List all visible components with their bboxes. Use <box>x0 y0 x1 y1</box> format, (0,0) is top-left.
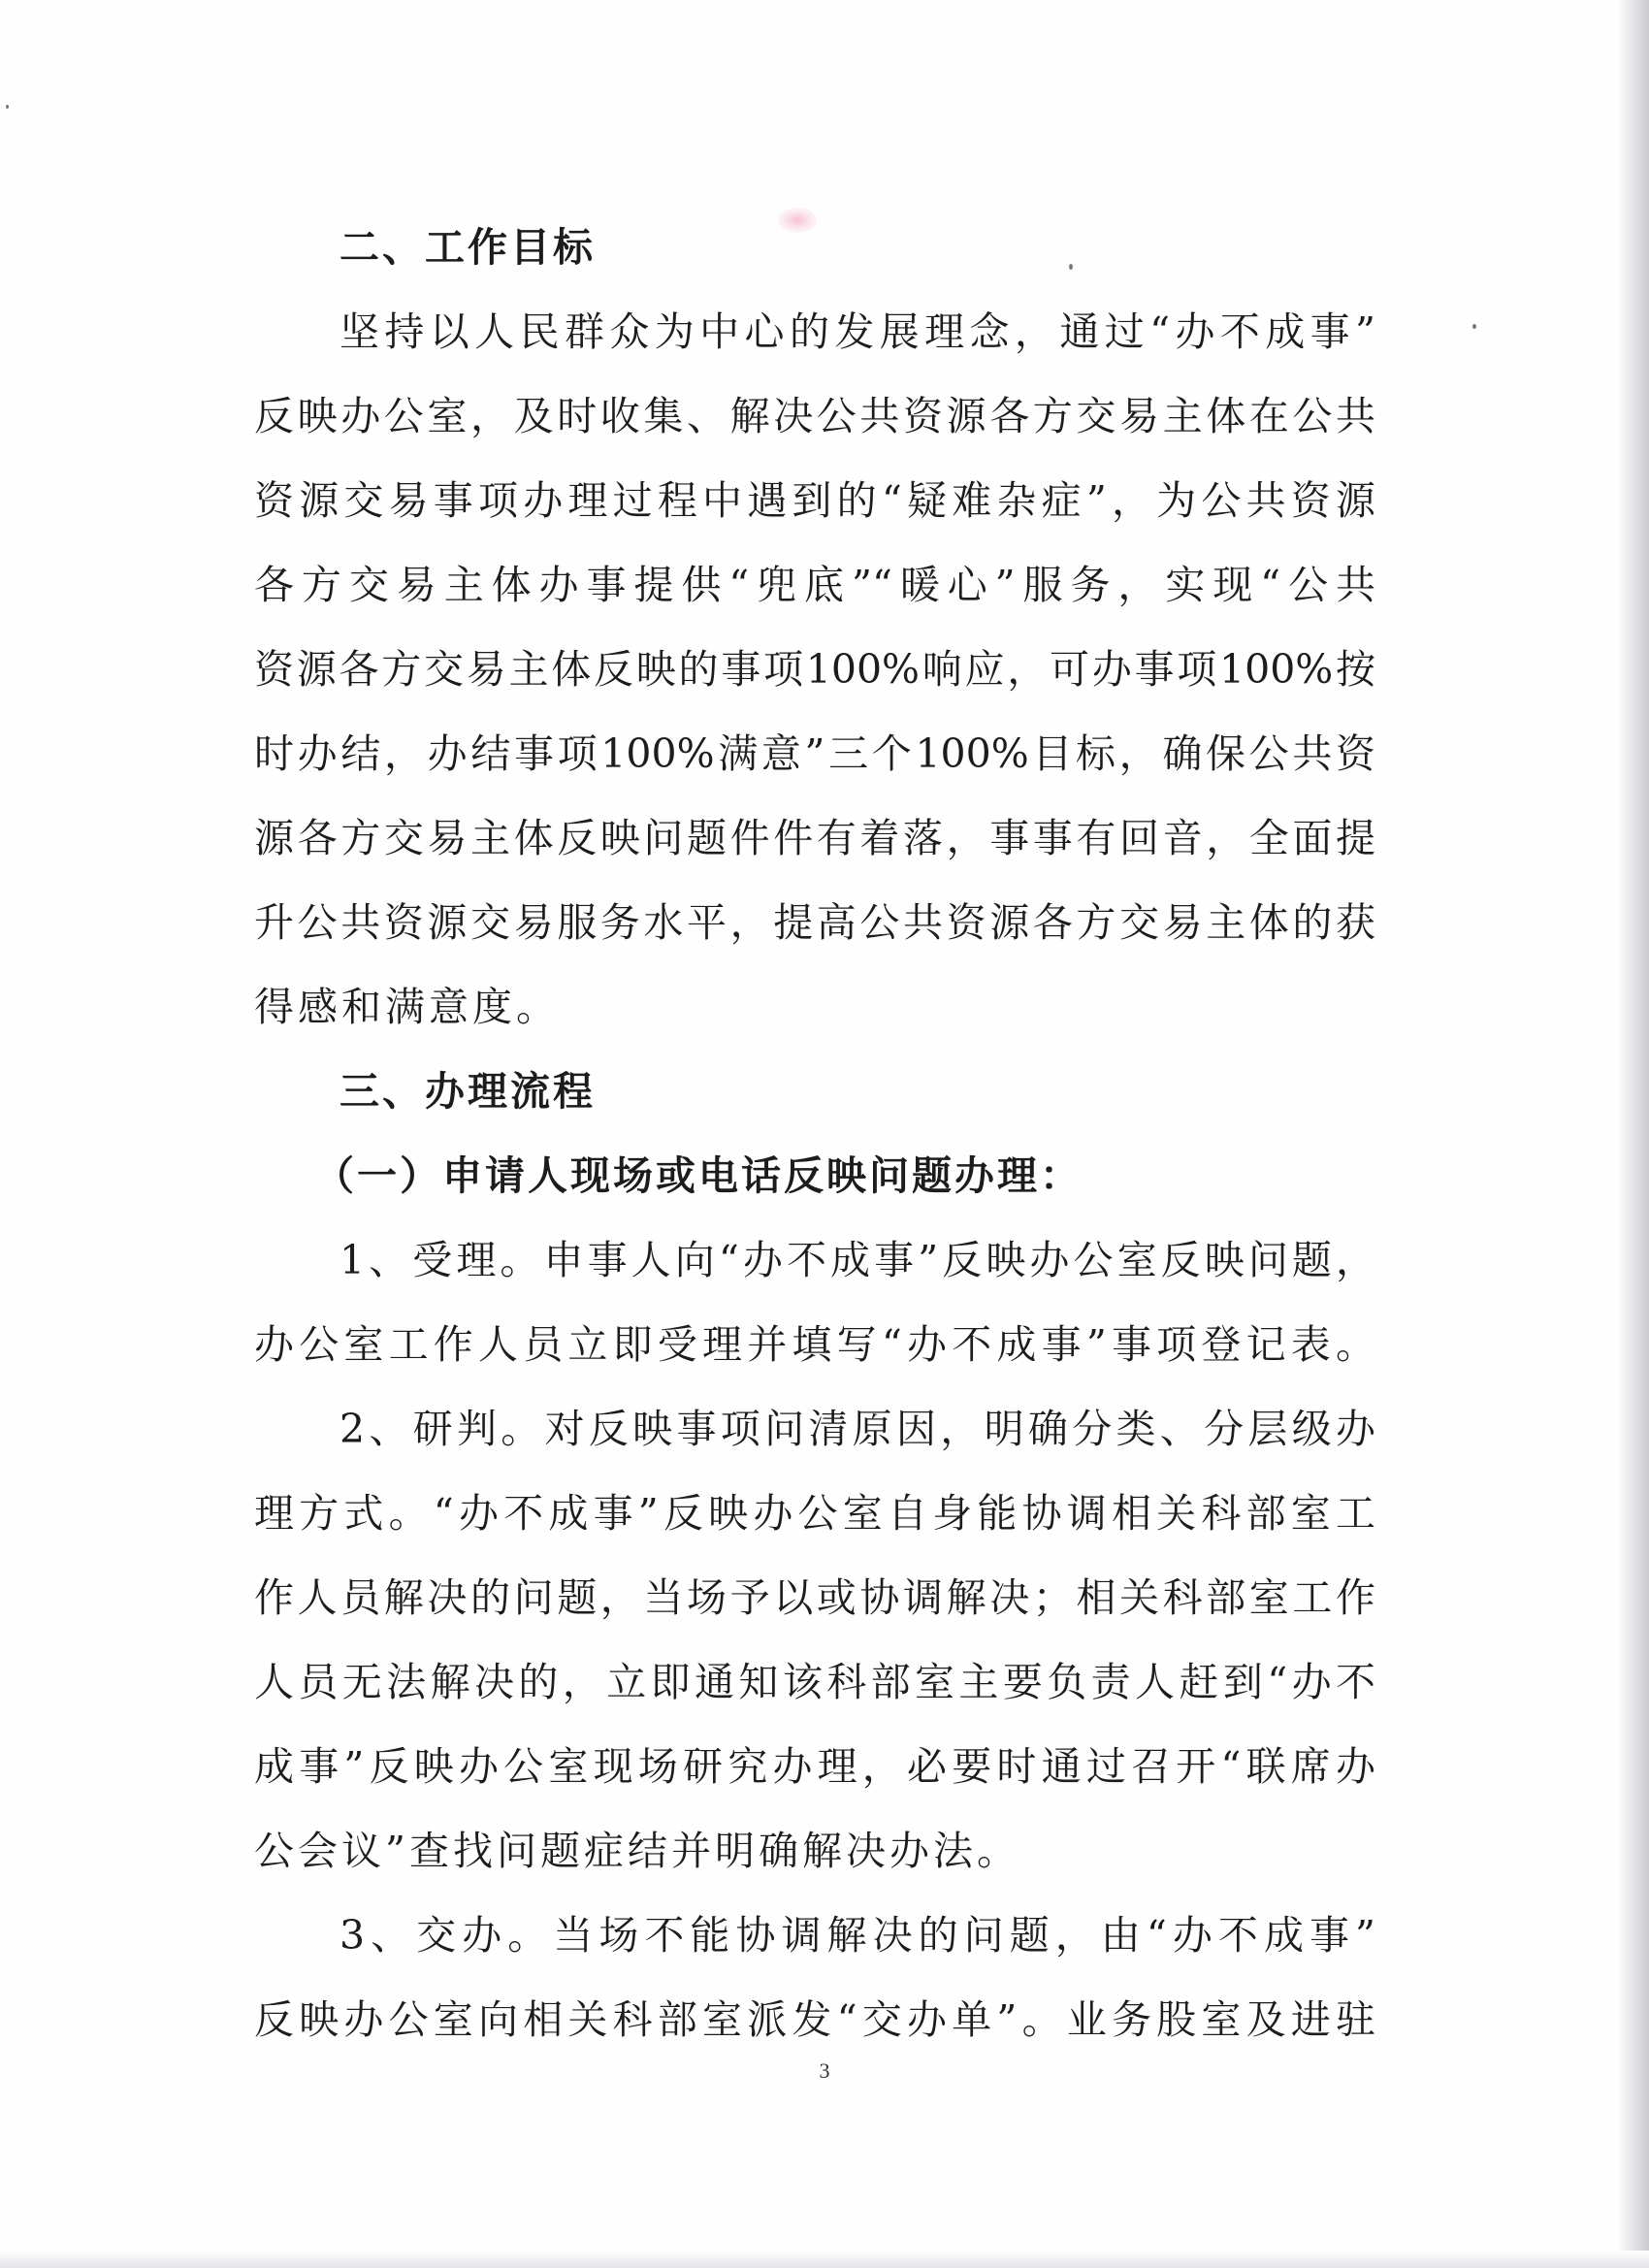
section-heading-goals: 二、工作目标 <box>340 224 596 271</box>
paragraph-line: 反映办公室，及时收集、解决公共资源各方交易主体在公共 <box>254 393 1375 439</box>
paragraph-line: 公会议”查找问题症结并明确解决办法。 <box>254 1828 1020 1874</box>
paragraph-line: 反映办公室向相关科部室派发“交办单”。业务股室及进驻 <box>254 1996 1375 2043</box>
paragraph-line: 人员无法解决的，立即通知该科部室主要负责人赶到“办不 <box>254 1659 1375 1705</box>
paragraph-line: 资源各方交易主体反映的事项100%响应，可办事项100%按 <box>254 646 1375 693</box>
section-heading-process: 三、办理流程 <box>340 1068 596 1115</box>
paragraph-line: 升公共资源交易服务水平，提高公共资源各方交易主体的获 <box>254 899 1375 946</box>
paragraph-line: 3、交办。当场不能协调解决的问题，由“办不成事” <box>340 1912 1375 1959</box>
subsection-heading: （一）申请人现场或电话反映问题办理： <box>314 1152 1083 1199</box>
paragraph-line: 源各方交易主体反映问题件件有着落，事事有回音，全面提 <box>254 815 1375 861</box>
paragraph-line: 1、受理。申事人向“办不成事”反映办公室反映问题， <box>340 1237 1375 1283</box>
paragraph-line: 得感和满意度。 <box>254 984 560 1030</box>
scan-edge-shadow-bottom <box>0 2251 1649 2268</box>
paragraph-line: 资源交易事项办理过程中遇到的“疑难杂症”，为公共资源 <box>254 477 1375 524</box>
paragraph-line: 理方式。“办不成事”反映办公室自身能协调相关科部室工 <box>254 1490 1375 1537</box>
paragraph-line: 办公室工作人员立即受理并填写“办不成事”事项登记表。 <box>254 1321 1375 1368</box>
dust-speck <box>1472 324 1476 329</box>
paragraph-line: 时办结，办结事项100%满意”三个100%目标，确保公共资 <box>254 730 1375 777</box>
scan-edge-shadow-right <box>1616 0 1649 2268</box>
paragraph-line: 作人员解决的问题，当场予以或协调解决；相关科部室工作 <box>254 1574 1375 1621</box>
paragraph-line: 2、研判。对反映事项问清原因，明确分类、分层级办 <box>340 1406 1375 1452</box>
document-body <box>254 206 1375 2062</box>
paragraph-line: 成事”反映办公室现场研究办理，必要时通过召开“联席办 <box>254 1743 1375 1790</box>
page-number: 3 <box>819 2058 830 2083</box>
dust-speck <box>6 105 9 109</box>
paragraph-line: 坚持以人民群众为中心的发展理念，通过“办不成事” <box>340 308 1375 355</box>
paragraph-line: 各方交易主体办事提供“兜底”“暖心”服务，实现“公共 <box>254 562 1375 608</box>
